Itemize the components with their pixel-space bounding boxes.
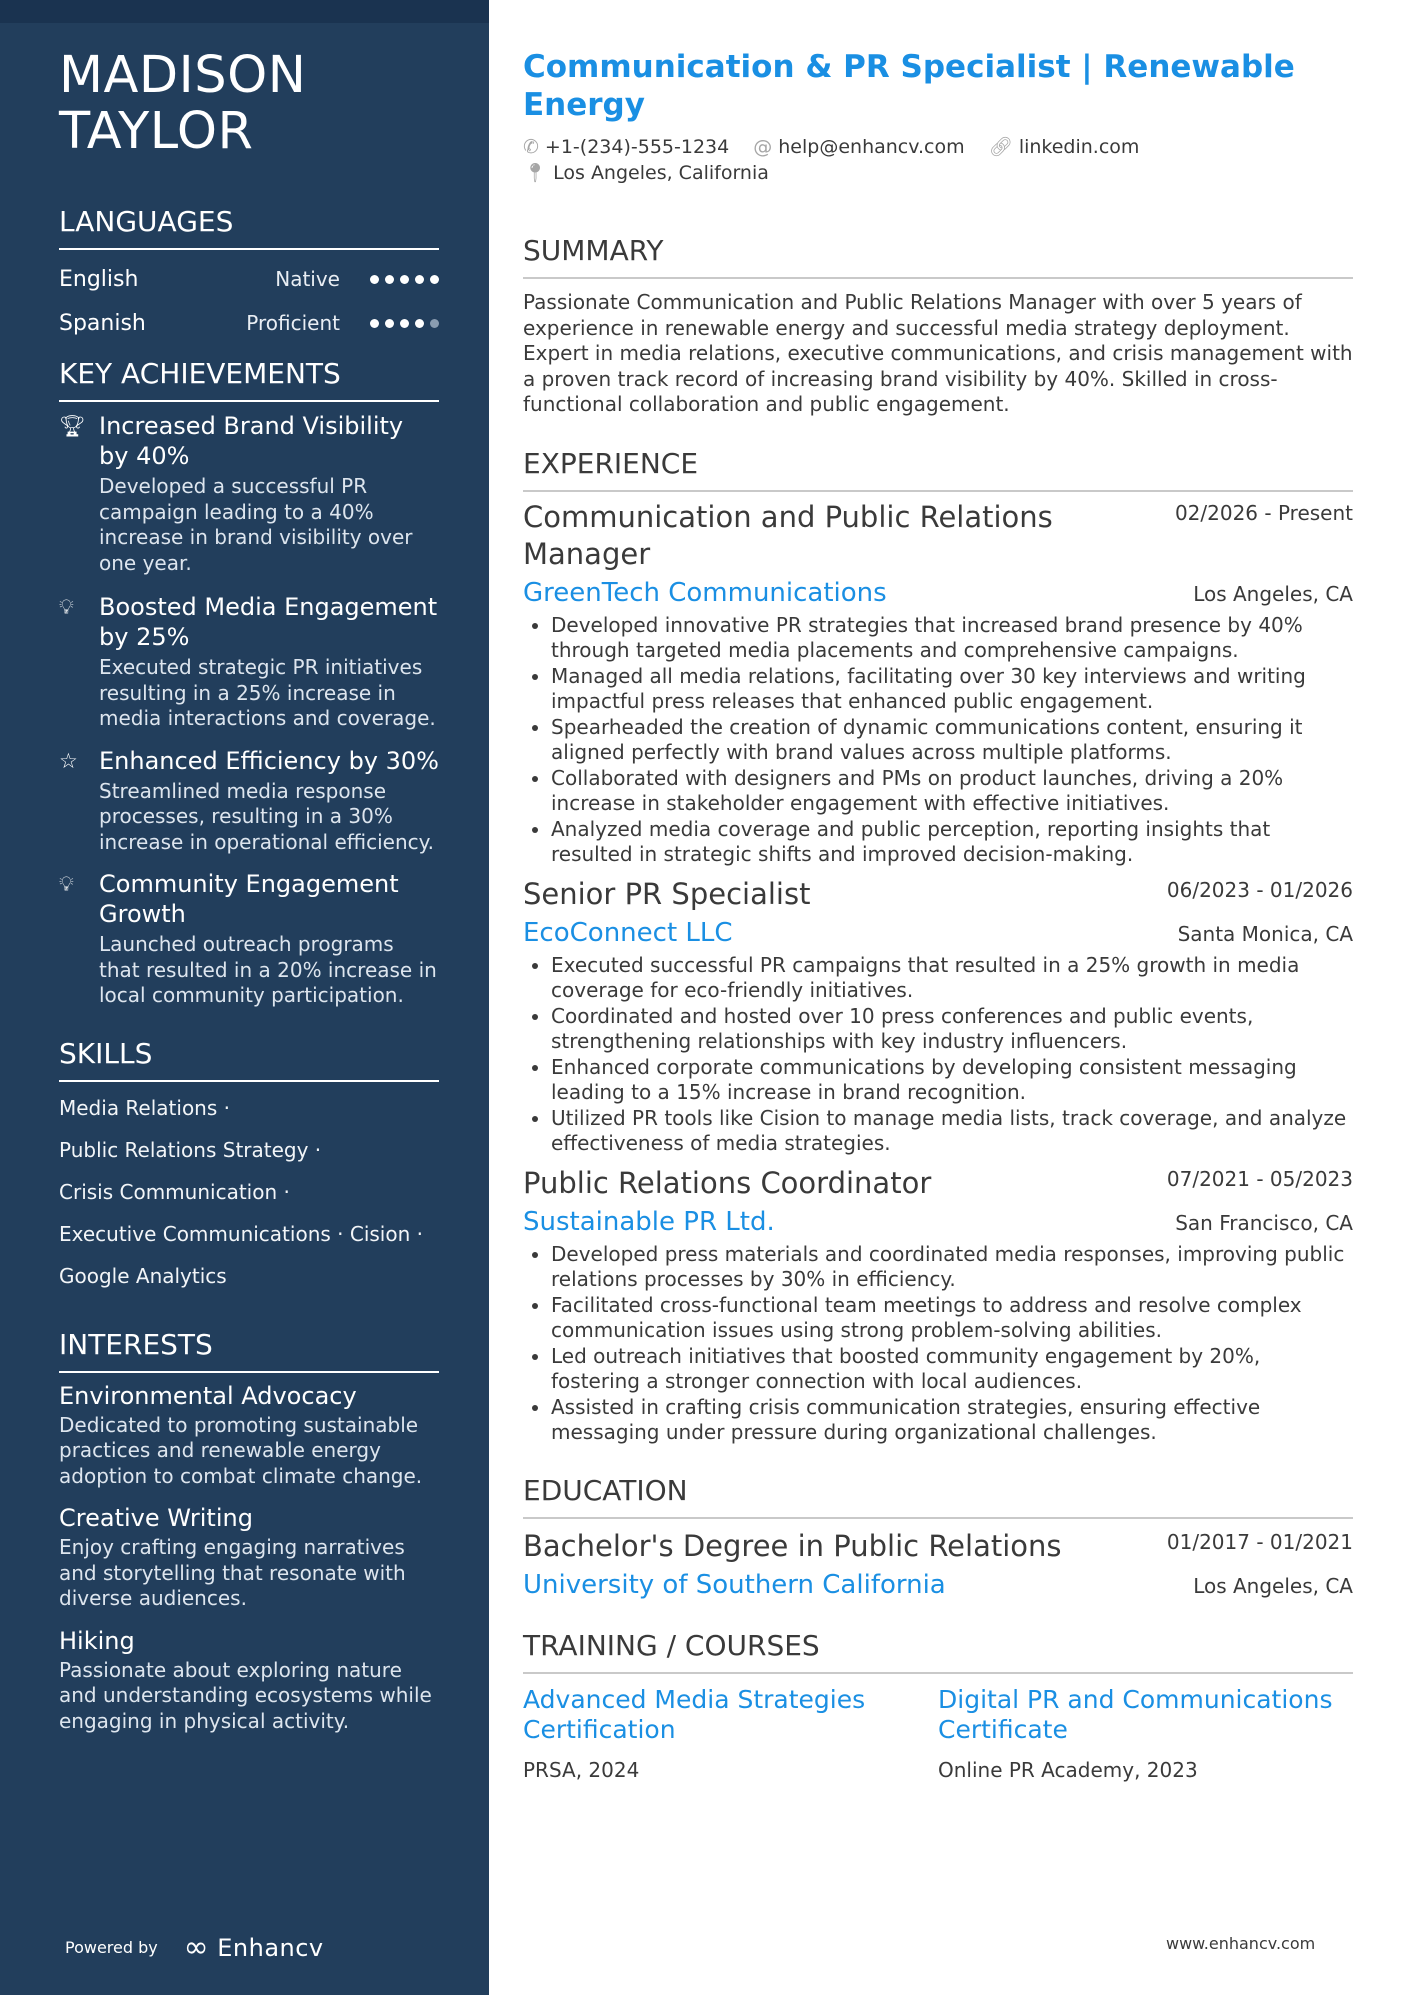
bullet-item: • Developed innovative PR strategies that increased brand presence by 40% through targeted media placements and comprehensive campaigns. xyxy=(551,613,1353,664)
rating-dot-filled xyxy=(415,275,424,284)
training-section xyxy=(523,1629,1353,1783)
contact-info xyxy=(523,134,1353,186)
bullet-item: • Managed all media relations, facilitating over 30 key interviews and writing impactful press releases that enhanced public engagement. xyxy=(551,664,1353,715)
rating-dot-filled xyxy=(370,275,379,284)
course-item xyxy=(938,1685,1353,1783)
language-row xyxy=(59,301,439,345)
languages-heading: LANGUAGES xyxy=(59,205,439,250)
interest-title: Environmental Advocacy xyxy=(59,1381,357,1410)
website-link[interactable]: www.enhancv.com xyxy=(1166,1934,1316,1953)
interest-title: Hiking xyxy=(59,1626,135,1655)
at-sign-icon: @ xyxy=(753,136,773,158)
rating-dot-filled xyxy=(385,275,394,284)
job-entry xyxy=(523,499,1353,868)
sidebar xyxy=(0,0,489,1995)
language-level: Native xyxy=(275,267,340,291)
bullet-item: • Collaborated with designers and PMs on product launches, driving a 20% increase in stakeholder engagement with effective initiatives. xyxy=(551,766,1353,817)
achievement-item xyxy=(59,746,439,856)
infinity-logo-icon: ∞ xyxy=(183,1930,210,1965)
language-name: English xyxy=(59,266,139,292)
language-level: Proficient xyxy=(246,311,340,335)
bullet-item: • Utilized PR tools like Cision to manage media lists, track coverage, and analyze effectiveness of media strategies. xyxy=(551,1106,1353,1157)
rating-dot-empty xyxy=(430,319,439,328)
language-rating xyxy=(370,319,439,328)
sidebar-top-strip xyxy=(0,0,489,23)
course-title: Advanced Media Strategies Certification xyxy=(523,1684,866,1744)
lightbulb-icon: 💡︎ xyxy=(59,872,74,896)
training-heading: TRAINING / COURSES xyxy=(523,1629,1353,1674)
bullet-item: • Executed successful PR campaigns that resulted in a 25% growth in media coverage for eco-friendly initiatives. xyxy=(551,953,1353,1004)
job-location: Los Angeles, CA xyxy=(1193,581,1353,606)
job-location: Santa Monica, CA xyxy=(1177,921,1353,946)
skill-item: Crisis Communication · xyxy=(59,1179,290,1204)
phone-text: +1-(234)-555-1234 xyxy=(544,136,730,158)
bullet-item: • Coordinated and hosted over 10 press conferences and public events, strengthening relationships with key industry influencers. xyxy=(551,1004,1353,1055)
education-location: Los Angeles, CA xyxy=(1193,1573,1353,1598)
bullet-item: • Assisted in crafting crisis communication strategies, ensuring effective messaging under pressure during organizational challenges. xyxy=(551,1395,1353,1446)
course-provider: PRSA, 2024 xyxy=(523,1757,640,1782)
skills-section xyxy=(59,1037,439,1290)
bullet-item: • Analyzed media coverage and public perception, reporting insights that resulted in strategic shifts and improved decision-making. xyxy=(551,817,1353,868)
school-name: University of Southern California xyxy=(523,1569,946,1600)
skills-heading: SKILLS xyxy=(59,1037,439,1082)
email-contact[interactable] xyxy=(753,134,964,160)
education-section xyxy=(523,1474,1353,1601)
bullet-item: • Led outreach initiatives that boosted community engagement by 20%, fostering a stronger connection with local audiences. xyxy=(551,1344,1353,1395)
job-title: Senior PR Specialist xyxy=(523,876,811,911)
achievement-description: Streamlined media response processes, resulting in a 30% increase in operational efficiency. xyxy=(99,778,434,854)
achievement-title: Increased Brand Visibility by 40% xyxy=(99,412,404,470)
achievement-title: Community Engagement Growth xyxy=(99,870,399,928)
language-rating xyxy=(370,275,439,284)
education-heading: EDUCATION xyxy=(523,1474,1353,1519)
course-provider: Online PR Academy, 2023 xyxy=(938,1757,1198,1782)
achievement-item xyxy=(59,411,439,576)
name-last: TAYLOR xyxy=(59,102,254,161)
bullet-item: • Facilitated cross-functional team meetings to address and resolve complex communication issues using strong problem-solving abilities. xyxy=(551,1293,1353,1344)
linkedin-text: linkedin.com xyxy=(1018,136,1140,158)
course-title: Digital PR and Communications Certificate xyxy=(938,1684,1333,1744)
education-entry xyxy=(523,1528,1353,1601)
rating-dot-filled xyxy=(370,319,379,328)
language-name: Spanish xyxy=(59,310,146,336)
rating-dot-filled xyxy=(385,319,394,328)
degree-title: Bachelor's Degree in Public Relations xyxy=(523,1528,1062,1563)
name-first: MADISON xyxy=(59,46,307,105)
achievement-description: Launched outreach programs that resulted in a 20% increase in local community participation. xyxy=(99,932,437,1007)
achievements-heading: KEY ACHIEVEMENTS xyxy=(59,357,439,402)
interests-section xyxy=(59,1328,439,1735)
job-bullets xyxy=(523,953,1353,1157)
brand-name: Enhancv xyxy=(217,1933,324,1962)
interest-title: Creative Writing xyxy=(59,1504,253,1532)
rating-dot-filled xyxy=(400,319,409,328)
achievements-section xyxy=(59,357,439,1009)
summary-heading: SUMMARY xyxy=(523,234,1353,279)
bullet-item: • Spearheaded the creation of dynamic communications content, ensuring it aligned perfectly with brand values across multiple platforms. xyxy=(551,715,1353,766)
link-icon: 🔗︎ xyxy=(988,136,1013,158)
skill-item: Media Relations · xyxy=(59,1095,230,1120)
skill-item: Google Analytics xyxy=(59,1263,227,1288)
location-pin-icon: 📍︎ xyxy=(523,162,548,184)
star-icon: ☆ xyxy=(59,748,78,773)
job-dates: 07/2021 - 05/2023 xyxy=(1166,1166,1353,1191)
trophy-icon: 🏆︎ xyxy=(59,414,86,438)
phone-contact[interactable] xyxy=(523,134,729,160)
location-text: Los Angeles, California xyxy=(553,162,769,184)
achievement-description: Developed a successful PR campaign leading to a 40% increase in brand visibility over one year. xyxy=(99,474,413,575)
interest-description: Passionate about exploring nature and understanding ecosystems while engaging in physical activity. xyxy=(59,1657,432,1733)
job-dates: 06/2023 - 01/2026 xyxy=(1166,877,1353,902)
languages-section xyxy=(59,205,439,345)
experience-heading: EXPERIENCE xyxy=(523,447,1353,492)
enhancv-logo[interactable] xyxy=(184,1930,324,1965)
interest-description: Enjoy crafting engaging narratives and storytelling that resonate with diverse audiences. xyxy=(59,1535,406,1610)
achievement-title: Enhanced Efficiency by 30% xyxy=(99,746,439,775)
bullet-item: • Enhanced corporate communications by developing consistent messaging leading to a 15% increase in brand recognition. xyxy=(551,1055,1353,1106)
summary-text: Passionate Communication and Public Relations Manager with over 5 years of experience in renewable energy and successful media strategy deployment. Expert in media relations, executive communications, and crisis management with a proven track record of increasing brand visibility by 40%. Skilled in cross-functional collaboration and public engagement. xyxy=(523,290,1353,416)
achievement-item xyxy=(59,869,439,1009)
company-name: EcoConnect LLC xyxy=(523,917,733,948)
company-name: Sustainable PR Ltd. xyxy=(523,1206,775,1237)
summary-section xyxy=(523,234,1353,418)
rating-dot-filled xyxy=(430,275,439,284)
experience-section xyxy=(523,447,1353,1446)
rating-dot-filled xyxy=(400,275,409,284)
job-title: Communication and Public Relations Manager xyxy=(523,499,1053,571)
job-entry xyxy=(523,1165,1353,1446)
linkedin-contact[interactable] xyxy=(989,134,1140,160)
lightbulb-icon: 💡︎ xyxy=(59,595,74,619)
main-column xyxy=(523,48,1353,1783)
skill-item: Public Relations Strategy · xyxy=(59,1137,322,1162)
job-title: Public Relations Coordinator xyxy=(523,1165,932,1200)
phone-icon: ✆ xyxy=(523,136,539,158)
skill-item: Executive Communications · Cision · xyxy=(59,1221,423,1246)
course-item xyxy=(523,1685,938,1783)
candidate-name xyxy=(59,48,439,160)
headline: Communication & PR Specialist | Renewable Energy xyxy=(523,49,1295,123)
bullet-item: • Developed press materials and coordinated media responses, improving public relations processes by 30% in efficiency. xyxy=(551,1242,1353,1293)
powered-by xyxy=(65,1930,324,1965)
job-bullets xyxy=(523,1242,1353,1446)
achievement-title: Boosted Media Engagement by 25% xyxy=(99,593,438,651)
interest-description: Dedicated to promoting sustainable practices and renewable energy adoption to combat climate change. xyxy=(59,1412,423,1488)
job-location: San Francisco, CA xyxy=(1175,1210,1353,1235)
company-name: GreenTech Communications xyxy=(523,577,887,608)
rating-dot-filled xyxy=(415,319,424,328)
achievement-item xyxy=(59,592,439,732)
education-dates: 01/2017 - 01/2021 xyxy=(1166,1529,1353,1554)
powered-by-label: Powered by xyxy=(65,1938,158,1957)
job-dates: 02/2026 - Present xyxy=(1174,500,1353,525)
language-row xyxy=(59,257,439,301)
email-text: help@enhancv.com xyxy=(778,136,965,158)
job-bullets xyxy=(523,613,1353,868)
achievement-description: Executed strategic PR initiatives resulting in a 25% increase in media interactions and coverage. xyxy=(99,655,436,730)
job-entry xyxy=(523,876,1353,1157)
location-contact xyxy=(523,160,769,186)
interests-heading: INTERESTS xyxy=(59,1328,439,1373)
